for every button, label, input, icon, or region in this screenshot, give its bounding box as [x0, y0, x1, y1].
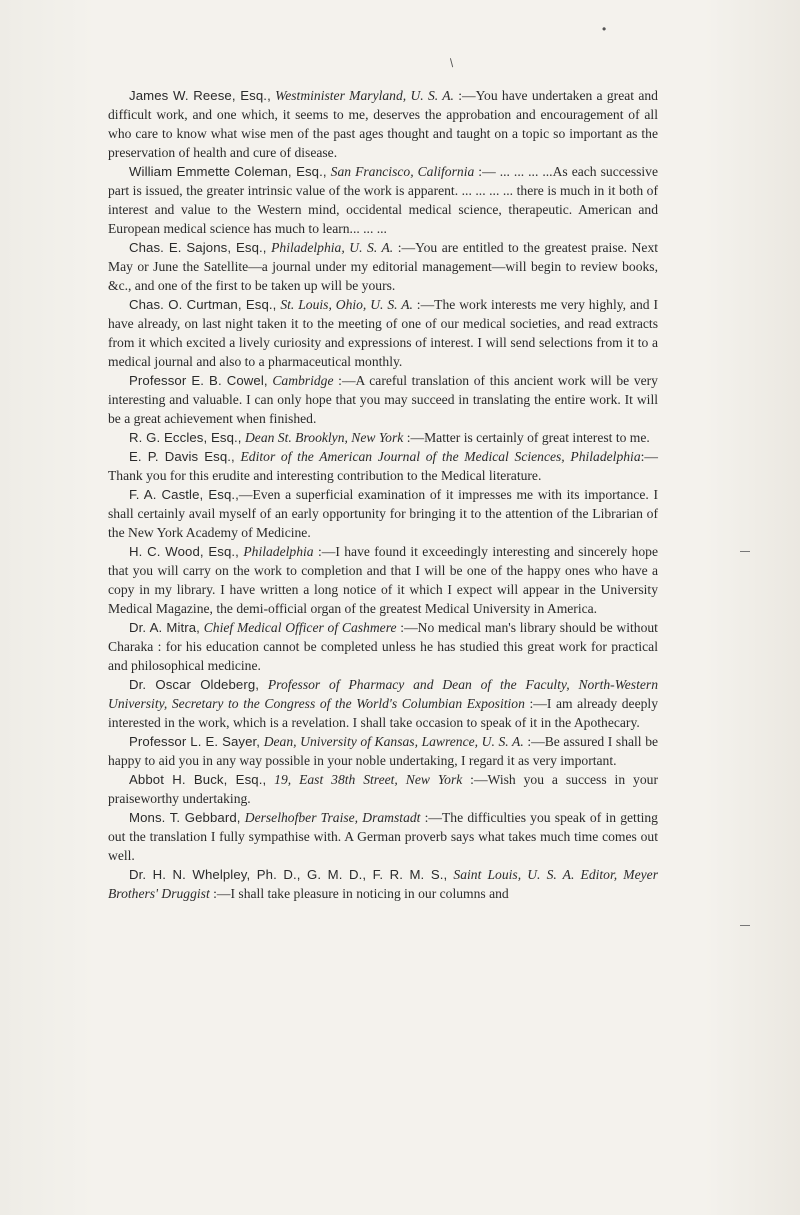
testimonial-name: Dr. H. N. Whelpley, Ph. D., G. M. D., F. R. M. S., [129, 867, 448, 882]
testimonial-name: Dr. Oscar Oldeberg, [129, 677, 260, 692]
testimonial-text: :—I am already deeply interested in the work, which is a revelation. I shall take occasion to speak of it in the Apothecary. [108, 696, 658, 730]
testimonial-name: E. P. Davis Esq., [129, 449, 235, 464]
testimonial-place: Philadelphia [243, 544, 314, 559]
testimonial-place: Philadelphia, U. S. A. [271, 240, 394, 255]
testimonial-name: Professor L. E. Sayer, [129, 734, 261, 749]
testimonial-place: Professor of Pharmacy and Dean of the Faculty, North-Western University, Secretary to the Congress of the World's Columbian Exposition [108, 677, 658, 711]
testimonial-entry [108, 865, 658, 903]
testimonial-entry [108, 86, 658, 162]
testimonial-text: :—Wish you a success in your praiseworthy undertaking. [108, 772, 658, 806]
testimonial-name: James W. Reese, Esq., [129, 88, 271, 103]
testimonial-text: :—Matter is certainly of great interest to me. [403, 430, 650, 445]
testimonial-entry [108, 428, 658, 447]
testimonial-entry [108, 542, 658, 618]
testimonial-text: :—No medical man's library should be without Charaka : for his education cannot be completed unless he has studied this great work for practical and philosophical medicine. [108, 620, 658, 673]
testimonial-place: Chief Medical Officer of Cashmere [203, 620, 397, 635]
testimonial-name: H. C. Wood, Esq., [129, 544, 239, 559]
testimonial-text: :—The work interests me very highly, and I have already, on last night taken it to the meeting of one of our medical societies, and read extracts from it which excited a lively curiosity and expressions of interest. I will send selections from it to a medical journal and also to a pharmaceutical monthly. [108, 297, 659, 369]
margin-dash [740, 551, 750, 552]
testimonial-place: St. Louis, Ohio, U. S. A. [280, 297, 413, 312]
testimonial-place: Westminister Maryland, U. S. A. [275, 88, 454, 103]
testimonial-entry [108, 162, 658, 238]
testimonial-place: Editor of the American Journal of the Medical Sciences, Philadelphia [240, 449, 641, 464]
testimonial-name: Mons. T. Gebbard, [129, 810, 241, 825]
testimonial-name: William Emmette Coleman, Esq., [129, 164, 327, 179]
testimonial-text: :—Thank you for this erudite and interesting contribution to the Medical literature. [108, 449, 658, 483]
testimonial-place: Derselhofber Traise, Dramstadt [244, 810, 421, 825]
testimonial-entry [108, 770, 658, 808]
testimonial-name: R. G. Eccles, Esq., [129, 430, 242, 445]
testimonial-entry [108, 675, 658, 732]
testimonials-column [108, 86, 658, 903]
testimonial-entry [108, 447, 658, 485]
testimonial-text: :—The difficulties you speak of in getting out the translation I fully sympathise with. A German proverb says what takes much time comes out well. [108, 810, 658, 863]
testimonial-name: F. A. Castle, Esq., [129, 487, 239, 502]
testimonial-place: 19, East 38th Street, New York [274, 772, 463, 787]
testimonial-name: Chas. O. Curtman, Esq., [129, 297, 277, 312]
testimonial-text: —Even a superficial examination of it impresses me with its importance. I shall certainly avail myself of an early opportunity for bringing it to the attention of the Librarian of the New York Academy of Medicine. [108, 487, 658, 540]
testimonial-text: :—I shall take pleasure in noticing in our columns and [209, 886, 509, 901]
testimonial-name: Abbot H. Buck, Esq., [129, 772, 267, 787]
testimonial-text: :—I have found it exceedingly interesting and sincerely hope that you will carry on the work to completion and that I will be one of the happy ones who have a copy in my library. I have written a long notice of it which I expect will appear in the University Medical Magazine, the demi-official organ of the greatest Medical University in America. [108, 544, 658, 616]
testimonial-place: Saint Louis, U. S. A. Editor, Meyer Brothers' Druggist [108, 867, 659, 901]
testimonial-entry [108, 618, 658, 675]
testimonial-entry [108, 732, 658, 770]
testimonial-place: Dean St. Brooklyn, New York [244, 430, 404, 445]
testimonial-place: Cambridge [272, 373, 334, 388]
testimonial-text: :—You are entitled to the greatest praise. Next May or June the Satellite—a journal under my editorial management—will begin to review books, &c., and one of the first to be taken up will be yours. [108, 240, 659, 293]
testimonial-place: San Francisco, California [330, 164, 475, 179]
testimonial-text: :— ... ... ... ...As each successive part is issued, the greater intrinsic value of the work is apparent. ... ... ... ... there is much in it both of interest and value to the Western mind, occidental medical science, therapeutic. American and European medical science has much to learn... ... ... [108, 164, 659, 236]
pencil-tick-mark: / [446, 56, 457, 70]
testimonial-entry [108, 238, 658, 295]
testimonial-place: Dean, University of Kansas, Lawrence, U. S. A. [263, 734, 524, 749]
testimonial-text: :—Be assured I shall be happy to aid you in any way possible in your noble undertaking, I regard it as very important. [108, 734, 659, 768]
testimonial-entry [108, 295, 658, 371]
testimonial-text: :—You have undertaken a great and difficult work, and one which, it seems to me, deserves the approbation and encouragement of all who care to know what wise men of the past ages thought and taught on a topic so important as the preservation of health and cure of disease. [108, 88, 658, 160]
testimonial-entry [108, 371, 658, 428]
testimonial-name: Dr. A. Mitra, [129, 620, 200, 635]
testimonial-entry [108, 808, 658, 865]
testimonial-entry [108, 485, 658, 542]
speck-mark: • [602, 22, 607, 36]
testimonial-name: Professor E. B. Cowel, [129, 373, 268, 388]
testimonial-name: Chas. E. Sajons, Esq., [129, 240, 267, 255]
testimonial-text: :—A careful translation of this ancient work will be very interesting and valuable. I can only hope that you may succeed in translating the entire work. It will be a great achievement when finished. [108, 373, 658, 426]
margin-dash [740, 925, 750, 926]
